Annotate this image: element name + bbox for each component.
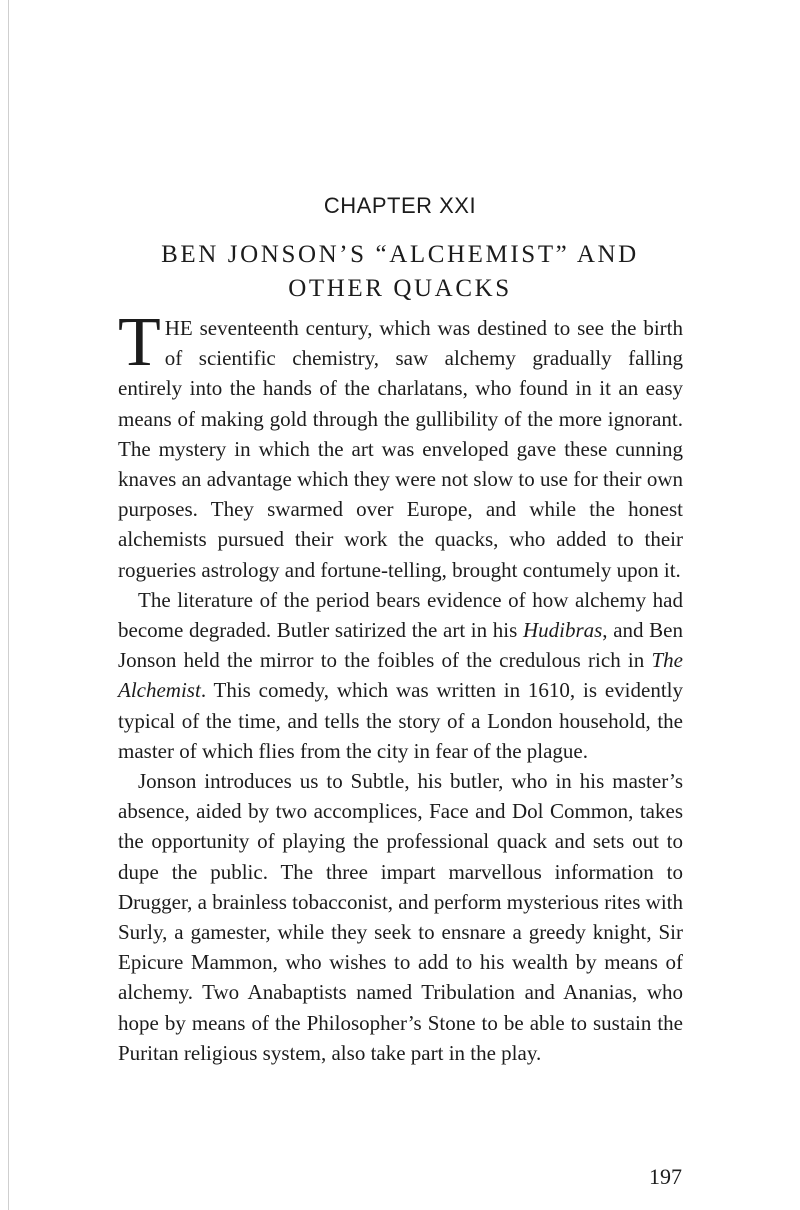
italic-title-hudibras: Hudibras — [522, 618, 603, 643]
paragraph-2-text-b: , and Ben Jonson held the mirror to the foibles of the credulous rich in — [118, 618, 683, 673]
paragraph-1 — [118, 304, 683, 585]
chapter-title-line-1: BEN JONSON’S “ALCHEMIST” AND — [161, 241, 639, 268]
paragraph-3 — [118, 766, 683, 1068]
paragraph-3-text: Jonson introduces us to Subtle, his butler, who in his master’s absence, aided by two accomplices, Face and Dol Common, takes the opportunity of playing the professional quack and sets out to dupe the public. The three impart marvellous information to Drugger, a brainless tobacconist, and perform mysterious rites with Surly, a gamester, while they seek to ensnare a greedy knight, Sir Epicure Mammon, who wishes to add to his wealth by means of alchemy. Two Anabaptists named Tribulation and Ananias, who hope by means of the Philosopher’s Stone to be able to sustain the Puritan religious system, also take part in the play. — [118, 769, 683, 1065]
paragraph-2-text-c: . This comedy, which was written in 1610, is evidently typical of the time, and tells the story of a London household, the master of which flies from the city in fear of the plague. — [118, 678, 683, 763]
page-number: 197 — [649, 1164, 682, 1189]
paragraph-2 — [118, 585, 683, 766]
drop-cap: T — [118, 304, 161, 381]
paragraph-2-text-a: The literature of the period bears evidence of how alchemy had become degraded. Butler satirized the art in his — [118, 587, 683, 643]
chapter-title-line-2: OTHER QUACKS — [288, 275, 512, 302]
italic-title-the-alchemist: The Alchemist — [118, 648, 683, 703]
chapter-label: CHAPTER XXI — [323, 193, 477, 218]
chapter-title — [0, 238, 800, 306]
paragraph-1-text: HE seventeenth century, which was destined to see the birth of scientific chemistry, saw alchemy gradually falling entirely into the hands of the charlatans, who found in it an easy means of making gold through the gullibility of the more ignorant. The mystery in which the art was enveloped gave these cunning knaves an advantage which they were not slow to use for their own purposes. They swarmed over Europe, and while the honest alchemists pursued their work the quacks, who added to their rogueries astrology and fortune-telling, brought contumely upon it. — [118, 316, 683, 582]
body-text — [118, 304, 683, 1068]
